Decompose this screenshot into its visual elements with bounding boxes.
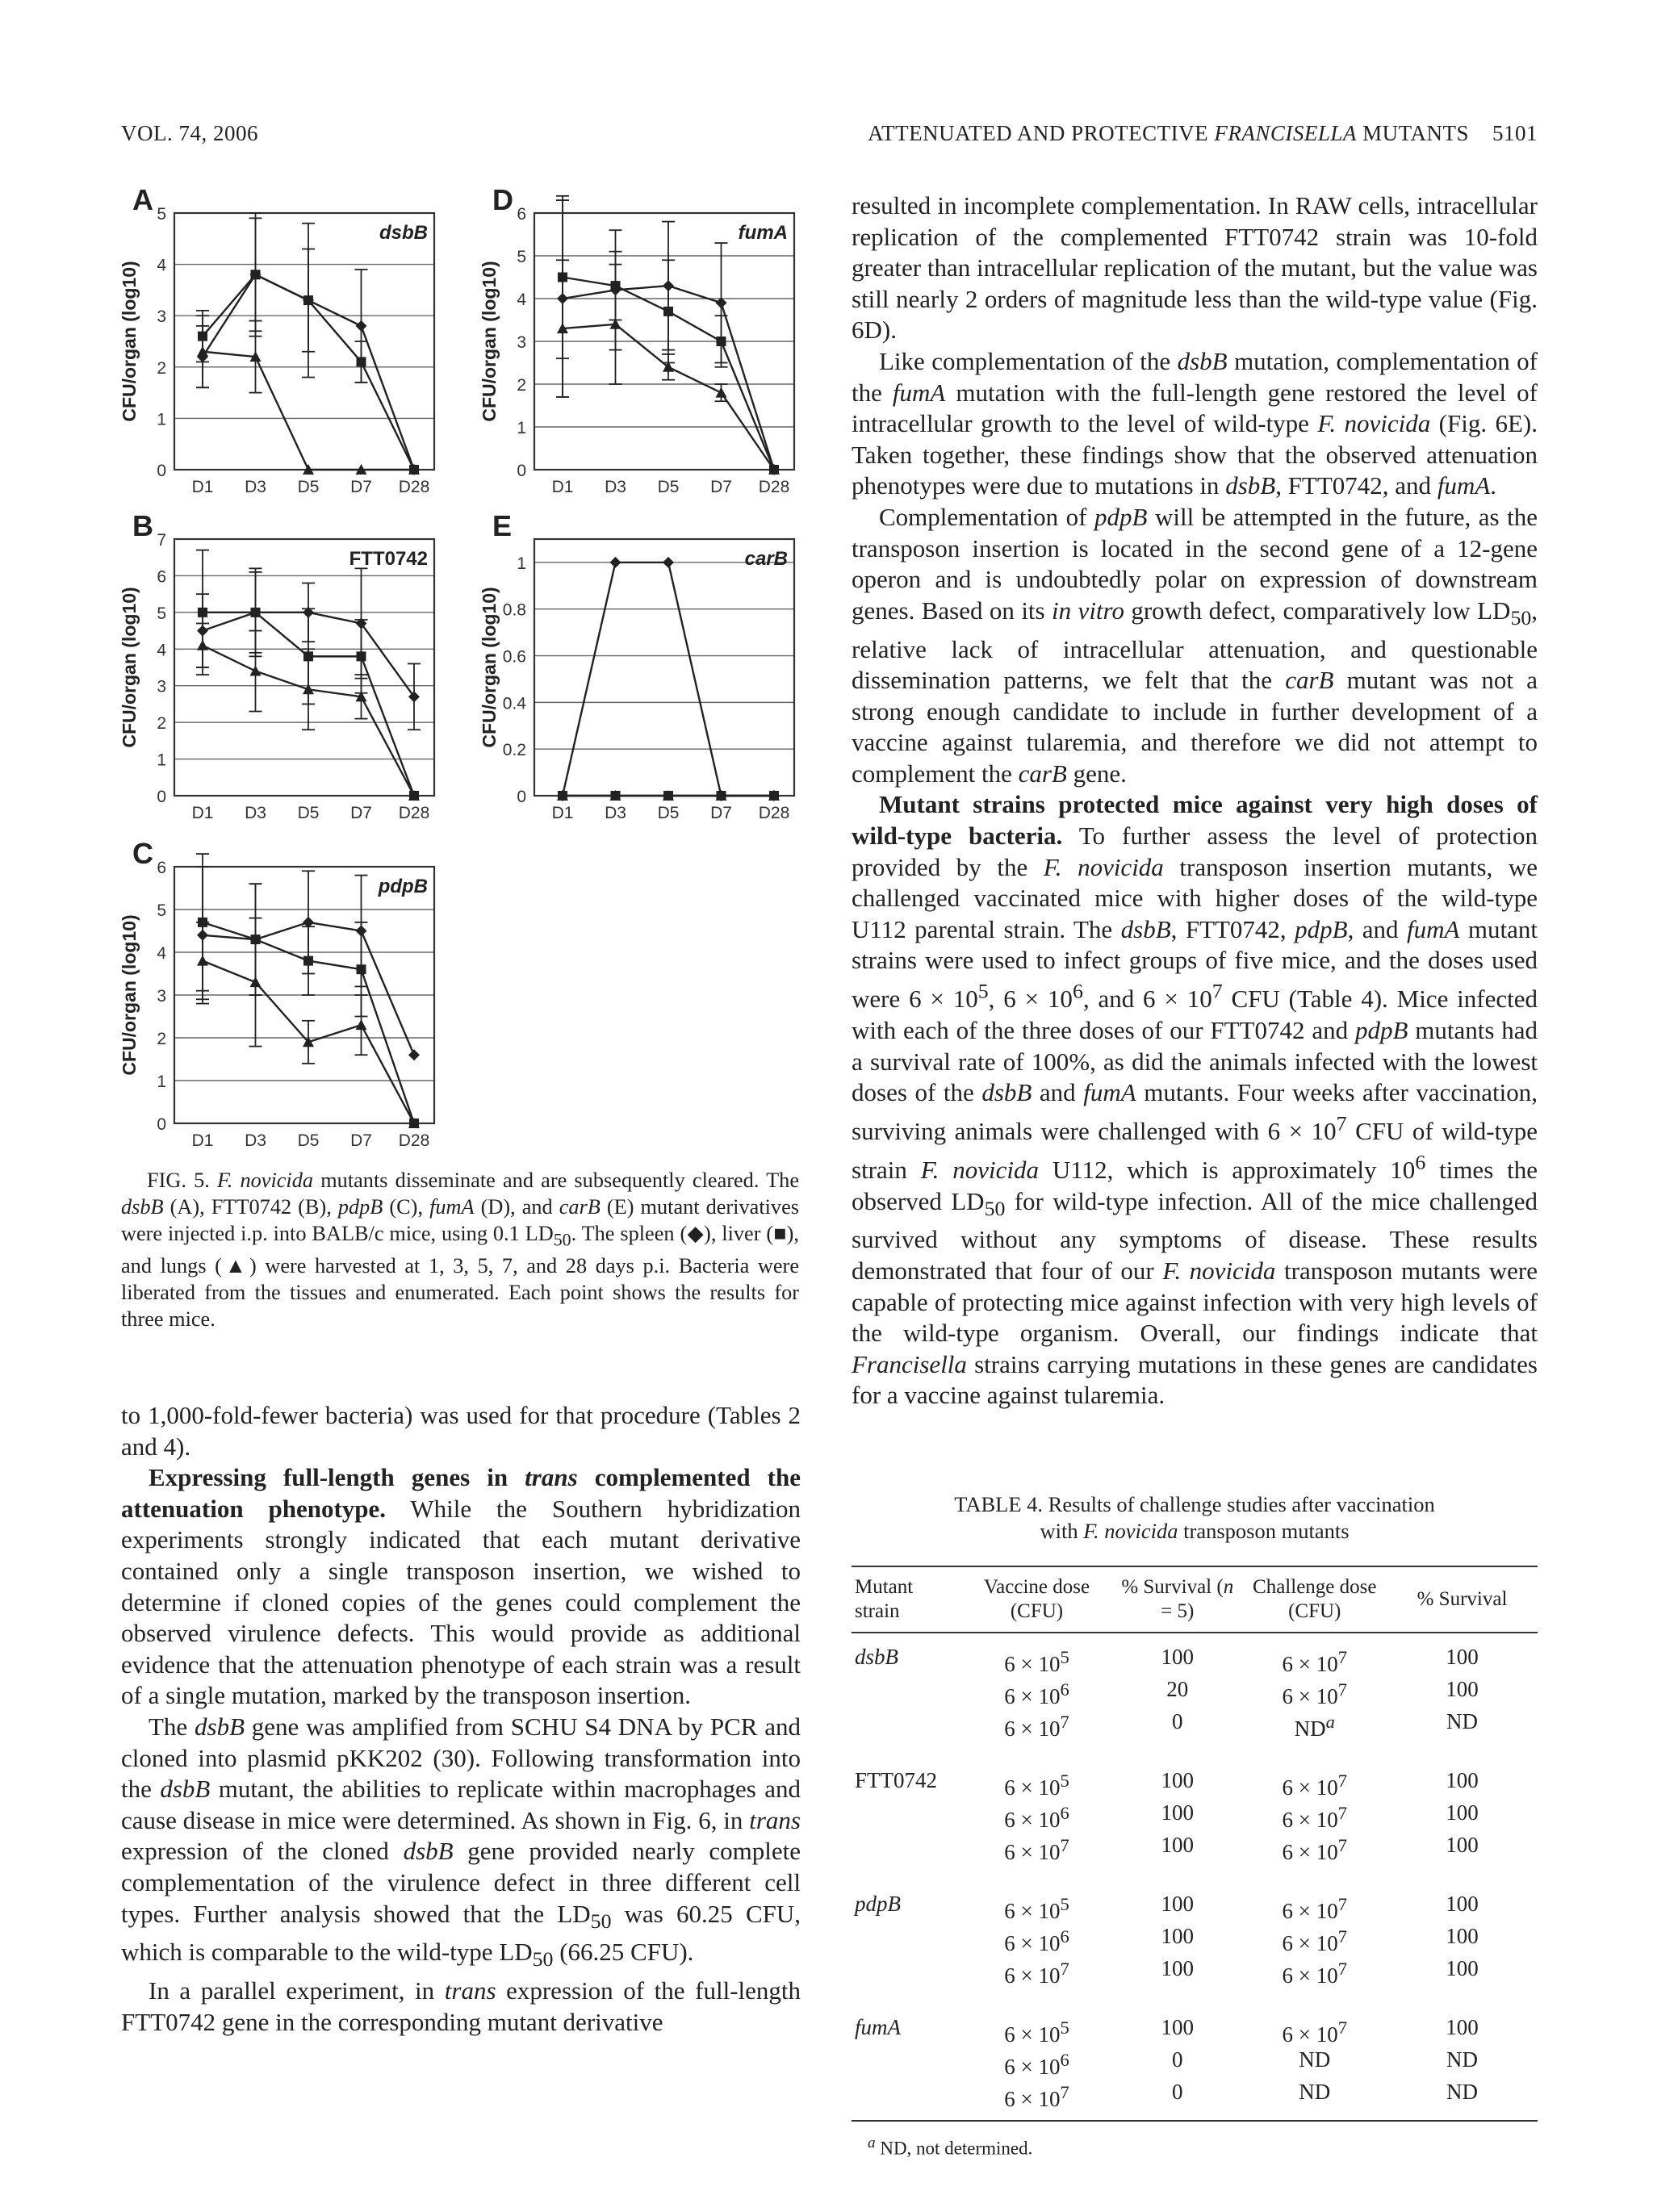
table-cell: $6 \times 10^7$ <box>1004 2082 1069 2111</box>
table-cell: 0 <box>1172 2047 1183 2072</box>
marker-lungs <box>197 640 208 650</box>
paragraph: resulted in incomplete complementation. In RAW cells, intracellular replication of the complemented FTT0742 strain was 10-fold greater than intracellular replication of the mutant, but the value was still nearly 2 orders of magnitude less than the wild-type value (Fig. 6D). <box>852 191 1538 345</box>
table-cell: $6 \times 10^5$ <box>1004 1894 1069 1923</box>
table-body <box>852 1633 1538 2121</box>
table-cell-strain: fumA <box>855 2015 901 2039</box>
table-cell: 0 <box>1172 1709 1183 1733</box>
paragraph: Like complementation of the dsbB mutation, complementation of the fumA mutation with the full-length gene restored the level of intracellular growth to the level of wild-type F. novicida (Fig. 6E). Taken together, these findings show that the observed attenuation phenotypes were due to mutations in dsbB, FTT0742, and fumA. <box>852 346 1538 500</box>
figure-panel-c <box>119 837 442 1152</box>
x-tick-label: D5 <box>297 1131 320 1150</box>
y-tick-label: 0 <box>157 788 166 806</box>
x-tick-label: D3 <box>245 804 266 822</box>
y-tick-label: 0 <box>517 462 526 480</box>
x-tick-label: D1 <box>191 478 214 496</box>
y-tick-label: 0.2 <box>502 741 526 760</box>
table-cell: 100 <box>1161 1956 1194 1980</box>
table-row <box>852 1800 1538 1833</box>
table-row <box>852 1833 1538 1865</box>
right-column <box>852 190 1538 1411</box>
table-footnote: $^a$ ND, not determined. <box>868 2135 1033 2159</box>
table-cell: ND <box>1446 2047 1478 2072</box>
left-column <box>121 1400 801 2038</box>
table-cell-strain: pdpB <box>855 1892 901 1916</box>
caption-text: FIG. 5. F. novicida mutants disseminate and are subsequently cleared. The dsbB (A), FTT0742 (B), pdpB (C), fumA (D), and carB (E) mutant derivatives were injected i.p. into BALB/c mice, using 0.1 $LD_{50}$. The spleen (◆), liver (■), and lungs (▲) were harvested at 1, 3, 5, 7, and 28 days p.i. Bacteria were liberated from the tissues and enumerated. Each point shows the results for three mice. <box>121 1169 799 1332</box>
y-tick-label: 5 <box>157 901 166 920</box>
plot-frame <box>534 539 794 796</box>
table-cell: ND <box>1446 1709 1478 1733</box>
marker-liver <box>357 964 366 974</box>
series-lungs <box>196 623 420 801</box>
y-tick-label: 2 <box>157 714 166 734</box>
y-tick-label: 4 <box>157 256 166 275</box>
y-tick-label: 7 <box>157 531 166 550</box>
table-cell: 100 <box>1446 1677 1479 1701</box>
table-cell: 100 <box>1161 1800 1194 1825</box>
x-tick-label: D7 <box>350 1131 372 1150</box>
section-heading-em: trans <box>525 1463 578 1492</box>
table-cell: $6 \times 10^7$ <box>1282 1647 1347 1676</box>
table-cell: 100 <box>1161 2015 1194 2039</box>
table-cell: $6 \times 10^7$ <box>1004 1712 1069 1741</box>
x-tick-label: D1 <box>551 478 574 496</box>
chart-svg <box>119 183 442 496</box>
x-tick-label: D28 <box>398 804 430 822</box>
table-cell: $ND^a$ <box>1294 1712 1335 1741</box>
x-tick-label: D28 <box>398 478 430 496</box>
table-row <box>852 1956 1538 1988</box>
table-cell-strain <box>852 1677 961 1709</box>
table-row <box>852 1677 1538 1709</box>
x-tick-label: D7 <box>710 804 732 822</box>
y-tick-label: 0.6 <box>502 647 526 667</box>
x-tick-label: D5 <box>657 478 680 496</box>
y-axis-label: CFU/organ (log10) <box>479 587 500 748</box>
table-cell: 100 <box>1446 1645 1479 1669</box>
marker-lungs <box>716 387 727 398</box>
x-tick-label: D7 <box>350 478 372 496</box>
table-cell-strain <box>852 1709 961 1742</box>
running-title <box>868 121 1538 146</box>
y-tick-label: 0.4 <box>502 694 526 713</box>
table-cell: 100 <box>1446 1924 1479 1948</box>
section-heading: Mutant strains protected mice against very high doses of wild-type bacteria. <box>852 790 1538 851</box>
table-group-gap <box>852 1742 1538 1768</box>
table-cell-strain <box>852 1800 961 1833</box>
y-tick-label: 6 <box>517 205 526 224</box>
series-spleen <box>557 557 780 801</box>
marker-lungs <box>250 666 262 676</box>
volume-label: VOL. 74, 2006 <box>121 121 258 145</box>
x-tick-label: D3 <box>245 478 266 496</box>
y-tick-label: 5 <box>157 604 166 623</box>
y-axis-label: CFU/organ (log10) <box>119 261 140 422</box>
page-number: 5101 <box>1492 121 1538 145</box>
y-tick-label: 4 <box>517 291 526 309</box>
table-cell-strain <box>852 1924 961 1956</box>
chart-svg <box>119 837 442 1150</box>
x-tick-label: D1 <box>551 804 574 822</box>
y-tick-label: 0 <box>157 1115 166 1134</box>
marker-lungs <box>250 976 262 987</box>
y-tick-label: 1 <box>157 751 166 770</box>
paragraph: The dsbB gene was amplified from SCHU S4 DNA by PCR and cloned into plasmid pKK202 (30). Following transformation into the dsbB mutant, the abilities to replicate within macrophages and cause disease in mice were determined. As shown in Fig. 6, in trans expression of the cloned dsbB gene provided nearly complete complementation of the virulence defect in three different cell types. Further analysis showed that the $LD_{50}$ was 60.25 CFU, which is comparable to the wild-type $LD_{50}$ (66.25 CFU). <box>121 1712 801 1972</box>
x-tick-label: D3 <box>605 804 626 822</box>
table-row <box>852 1892 1538 1924</box>
table-cell: $6 \times 10^5$ <box>1004 1647 1069 1676</box>
marker-spleen <box>610 557 621 568</box>
y-tick-label: 2 <box>517 376 526 395</box>
x-tick-label: D7 <box>350 804 372 822</box>
table-title-line-1: TABLE 4. Results of challenge studies after vaccination <box>954 1492 1435 1516</box>
marker-liver <box>357 357 366 366</box>
marker-liver <box>717 337 726 346</box>
table-cell: $6 \times 10^7$ <box>1004 1835 1069 1864</box>
y-tick-label: 3 <box>157 987 166 1006</box>
table-header: Vaccine dose (CFU) <box>983 1576 1090 1622</box>
table-cell: 100 <box>1446 1833 1479 1857</box>
y-tick-label: 5 <box>157 205 166 224</box>
y-tick-label: 2 <box>157 1030 166 1048</box>
table-cell: $6 \times 10^7$ <box>1282 2018 1347 2047</box>
table-cell-strain: dsbB <box>855 1645 898 1669</box>
table-cell: $6 \times 10^7$ <box>1004 1959 1069 1988</box>
table-cell: $6 \times 10^7$ <box>1282 1894 1347 1923</box>
gene-label: dsbB <box>379 222 428 244</box>
figure-panel-a <box>119 183 442 499</box>
y-tick-label: 5 <box>517 248 526 266</box>
table-group-gap <box>852 1988 1538 2015</box>
table-cell: ND <box>1299 2080 1331 2104</box>
gene-label: pdpB <box>378 876 428 897</box>
table-cell: 100 <box>1446 2015 1479 2039</box>
table-row <box>852 2015 1538 2047</box>
y-tick-label: 6 <box>157 859 166 877</box>
x-tick-label: D28 <box>398 1131 430 1150</box>
table-row <box>852 2080 1538 2121</box>
marker-spleen <box>356 320 367 332</box>
panel-letter: D <box>492 183 513 216</box>
marker-spleen <box>408 1049 420 1060</box>
paragraph-body: While the Southern hybridization experiments strongly indicated that each mutant derivative contained only a single transposon insertion, we wished to determine if cloned copies of the genes could complement the observed virulence defects. This would provide as additional evidence that the attenuation phenotype of each strain was a result of a single mutation, marked by the transposon insertion. <box>121 1494 801 1710</box>
x-tick-label: D1 <box>191 804 214 822</box>
marker-lungs <box>356 1019 367 1030</box>
figure-panel-d <box>479 183 802 499</box>
table-header: % Survival <box>1417 1588 1508 1610</box>
table-cell-strain <box>852 1833 961 1865</box>
table-cell: ND <box>1446 2080 1478 2104</box>
table-cell: 0 <box>1172 2080 1183 2104</box>
table-cell: $6 \times 10^7$ <box>1282 1926 1347 1955</box>
chart-svg <box>479 509 802 822</box>
paragraph <box>852 789 1538 1411</box>
gene-label: carB <box>744 548 788 570</box>
table-cell: 100 <box>1161 1833 1194 1857</box>
plot-frame <box>174 539 434 796</box>
section-heading-tail: complemented the attenuation phenotype. <box>121 1463 801 1523</box>
table-cell: $6 \times 10^6$ <box>1004 2050 1069 2079</box>
table-row <box>852 1633 1538 1677</box>
x-tick-label: D5 <box>297 478 320 496</box>
table-group-gap <box>852 1865 1538 1892</box>
gene-label: fumA <box>738 222 788 244</box>
chart-svg <box>119 509 442 822</box>
panel-letter: B <box>132 509 153 542</box>
table-title-line-2: with F. novicida transposon mutants <box>1040 1519 1350 1543</box>
y-axis-label: CFU/organ (log10) <box>119 587 140 748</box>
table-cell: $6 \times 10^6$ <box>1004 1679 1069 1708</box>
x-tick-label: D1 <box>191 1131 214 1150</box>
marker-liver <box>251 270 261 279</box>
table-header-row <box>852 1566 1538 1633</box>
paragraph <box>121 1462 801 1712</box>
paragraph: In a parallel experiment, in trans expression of the full-length FTT0742 gene in the corresponding mutant derivative <box>121 1976 801 2036</box>
y-axis-label: CFU/organ (log10) <box>119 914 140 1076</box>
series-line-spleen <box>563 562 774 796</box>
y-tick-label: 3 <box>157 677 166 696</box>
table-cell: $6 \times 10^7$ <box>1282 1835 1347 1864</box>
table-cell: 100 <box>1161 1768 1194 1792</box>
x-tick-label: D28 <box>758 478 790 496</box>
table-cell-strain: FTT0742 <box>855 1768 938 1792</box>
series-lungs <box>557 790 780 801</box>
y-tick-label: 3 <box>157 307 166 327</box>
y-axis-label: CFU/organ (log10) <box>479 261 500 422</box>
table-header: Mutant strain <box>855 1576 914 1622</box>
table-cell: $6 \times 10^5$ <box>1004 1771 1069 1800</box>
table-cell: 100 <box>1446 1768 1479 1792</box>
table-cell-strain <box>852 2047 961 2080</box>
y-tick-label: 4 <box>157 641 166 660</box>
table-cell: 100 <box>1446 1800 1479 1825</box>
x-tick-label: D5 <box>297 804 320 822</box>
table-cell: $6 \times 10^6$ <box>1004 1803 1069 1832</box>
table-header: Challenge dose (CFU) <box>1253 1576 1377 1622</box>
table-cell: 100 <box>1446 1892 1479 1916</box>
marker-liver <box>303 295 313 305</box>
gene-label: FTT0742 <box>349 548 428 570</box>
figure-caption <box>121 1167 799 1332</box>
section-heading: Expressing full-length genes in <box>149 1463 525 1492</box>
table-row <box>852 1924 1538 1956</box>
x-tick-label: D5 <box>657 804 680 822</box>
table-cell: 100 <box>1161 1924 1194 1948</box>
panel-letter: E <box>492 509 513 542</box>
table-cell: 100 <box>1161 1645 1194 1669</box>
y-tick-label: 1 <box>157 410 166 429</box>
table-cell: $6 \times 10^7$ <box>1282 1959 1347 1988</box>
x-tick-label: D28 <box>758 804 790 822</box>
marker-liver <box>303 956 313 966</box>
results-table <box>852 1566 1538 2122</box>
panel-letter: A <box>132 183 153 216</box>
table-row <box>852 1709 1538 1742</box>
table-cell: $6 \times 10^7$ <box>1282 1771 1347 1800</box>
y-tick-label: 0.8 <box>502 600 526 620</box>
chart-svg <box>479 183 802 496</box>
running-head <box>121 121 1538 153</box>
x-tick-label: D3 <box>245 1131 266 1150</box>
table-row <box>852 2047 1538 2080</box>
table-title <box>852 1491 1538 1545</box>
panel-letter: C <box>132 837 153 870</box>
y-tick-label: 0 <box>517 788 526 806</box>
table-header: % Survival (n = 5) <box>1121 1576 1234 1622</box>
marker-spleen <box>663 557 674 568</box>
table-row <box>852 1768 1538 1800</box>
y-tick-label: 6 <box>157 567 166 587</box>
table-4 <box>852 1491 1538 2160</box>
table-cell: $6 \times 10^7$ <box>1282 1679 1347 1708</box>
paragraph: to 1,000-fold-fewer bacteria) was used for that procedure (Tables 2 and 4). <box>121 1401 801 1461</box>
table-cell-strain <box>852 2080 961 2121</box>
table-cell: ND <box>1299 2047 1331 2072</box>
marker-lungs <box>197 955 208 966</box>
y-tick-label: 1 <box>517 419 526 437</box>
y-tick-label: 1 <box>517 554 526 573</box>
paragraph: Complementation of pdpB will be attempted in the future, as the transposon insertion is located in the second gene of a 12-gene operon and is undoubtedly polar on expression of downstream genes. Based on its in vitro growth defect, comparatively low $LD_{50}$, relative lack of intracellular attenuation, and questionable dissemination patterns, we felt that the carB mutant was not a strong enough candidate to include in further development of a vaccine against tularemia, and therefore we did not attempt to complement the carB gene. <box>852 502 1538 788</box>
table-cell: 100 <box>1446 1956 1479 1980</box>
table-cell: 20 <box>1166 1677 1189 1701</box>
table-cell-strain <box>852 1956 961 1988</box>
series-liver <box>196 550 419 801</box>
table-cell: $6 \times 10^6$ <box>1004 1926 1069 1955</box>
figure-panel-e <box>479 509 802 825</box>
table-cell: 100 <box>1161 1892 1194 1916</box>
marker-liver <box>663 307 673 316</box>
table-cell: $6 \times 10^5$ <box>1004 2018 1069 2047</box>
y-tick-label: 1 <box>157 1073 166 1091</box>
marker-liver <box>357 651 366 661</box>
table-cell: $6 \times 10^7$ <box>1282 1803 1347 1832</box>
journal-article-title: ATTENUATED AND PROTECTIVE FRANCISELLA MUTANTS <box>868 121 1469 145</box>
paragraph-body: To further assess the level of protection provided by the F. novicida transposon insertion mutants, we challenged vaccinated mice with higher doses of the wild-type U112 parental strain. The dsbB, FTT0742, pdpB, and fumA mutant strains were used to infect groups of five mice, and the doses used were $6 \times 10^5$, $6 \times 10^6$, and $6 \times 10^7$ CFU (Table 4). Mice infected with each of the three doses of our FTT0742 and pdpB mutants had a survival rate of 100%, as did the animals infected with the lowest doses of the dsbB and fumA mutants. Four weeks after vaccination, surviving animals were challenged with $6 \times 10^7$ CFU of wild-type strain F. novicida U112, which is approximately $10^6$ times the observed $LD_{50}$ for wild-type infection. All of the mice challenged survived without any symptoms of disease. These results demonstrated that four of our F. novicida transposon mutants were capable of protecting mice against infection with very high levels of the wild-type organism. Overall, our findings indicate that Francisella strains carrying mutations in these genes are candidates for a vaccine against tularemia. <box>852 822 1538 1410</box>
y-tick-label: 4 <box>157 944 166 963</box>
x-tick-label: D7 <box>710 478 732 496</box>
series-liver <box>196 218 419 475</box>
y-tick-label: 0 <box>157 462 166 480</box>
marker-liver <box>251 608 261 617</box>
figure-panel-b <box>119 509 442 825</box>
marker-liver <box>198 608 207 617</box>
x-tick-label: D3 <box>605 478 626 496</box>
y-tick-label: 2 <box>157 358 166 378</box>
y-tick-label: 3 <box>517 333 526 352</box>
